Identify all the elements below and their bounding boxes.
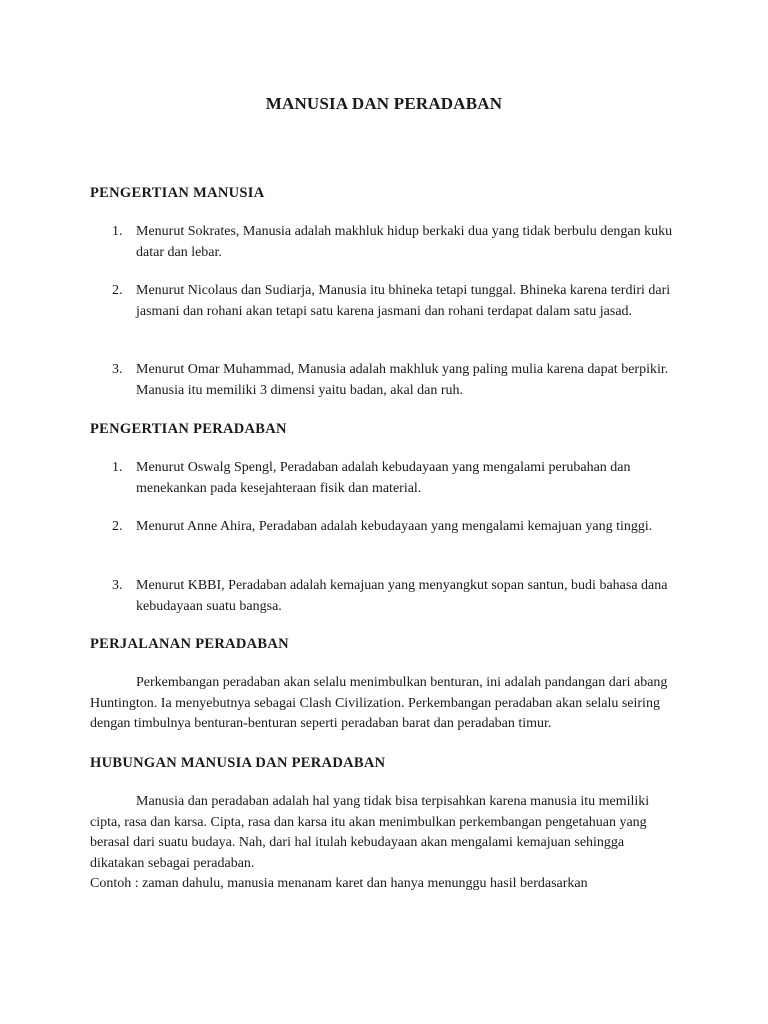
section-heading-hubungan-manusia-dan-peradaban: HUBUNGAN MANUSIA DAN PERADABAN <box>90 755 386 771</box>
list-number: 1. <box>112 460 123 475</box>
list-item <box>90 517 690 559</box>
paragraph-perjalanan-peradaban <box>90 673 680 735</box>
list-text: Menurut Omar Muhammad, Manusia adalah makhluk yang paling mulia karena dapat berpikir. Manusia itu memiliki 3 dimensi yaitu badan, akal dan ruh. <box>136 362 669 398</box>
document-title: MANUSIA DAN PERADABAN <box>265 94 503 113</box>
list-text: Menurut Sokrates, Manusia adalah makhluk hidup berkaki dua yang tidak berbulu dengan kuku datar dan lebar. <box>136 224 673 260</box>
list-number: 2. <box>112 519 123 534</box>
paragraph-example-text: Contoh : zaman dahulu, manusia menanam karet dan hanya menunggu hasil berdasarkan <box>90 876 588 891</box>
paragraph-text: Perkembangan peradaban akan selalu menimbulkan benturan, ini adalah pandangan dari abang Huntington. Ia menyebutnya sebagai Clash Civilization. Perkembangan peradaban akan selalu seiring dengan timbulnya benturan-benturan seperti peradaban barat dan peradaban timur. <box>90 675 668 731</box>
list-item <box>90 458 690 500</box>
list-number: 2. <box>112 283 123 298</box>
list-number: 3. <box>112 362 123 377</box>
list-item <box>90 360 690 402</box>
paragraph-hubungan-manusia-dan-peradaban <box>90 792 680 895</box>
section-heading-pengertian-manusia: PENGERTIAN MANUSIA <box>90 185 265 201</box>
list-text: Menurut KBBI, Peradaban adalah kemajuan yang menyangkut sopan santun, budi bahasa dana kebudayaan suatu bangsa. <box>136 578 668 614</box>
list-number: 1. <box>112 224 123 239</box>
section-heading-pengertian-peradaban: PENGERTIAN PERADABAN <box>90 421 287 437</box>
list-text: Menurut Oswalg Spengl, Peradaban adalah kebudayaan yang mengalami perubahan dan menekankan pada kesejahteraan fisik dan material. <box>136 460 631 496</box>
list-text: Menurut Anne Ahira, Peradaban adalah kebudayaan yang mengalami kemajuan yang tinggi. <box>136 519 653 534</box>
list-item <box>90 281 690 343</box>
paragraph-text: Manusia dan peradaban adalah hal yang tidak bisa terpisahkan karena manusia itu memiliki cipta, rasa dan karsa. Cipta, rasa dan karsa itu akan menimbulkan perkembangan pengetahuan yang berasal dari suatu budaya. Nah, dari hal itulah kebudayaan akan mengalami kemajuan sehingga dikatakan sebagai peradaban. <box>90 794 650 871</box>
section-heading-perjalanan-peradaban: PERJALANAN PERADABAN <box>90 636 289 652</box>
list-number: 3. <box>112 578 123 593</box>
list-item <box>90 576 690 618</box>
list-text: Menurut Nicolaus dan Sudiarja, Manusia itu bhineka tetapi tunggal. Bhineka karena terdiri dari jasmani dan rohani akan tetapi satu karena jasmani dan rohani terdapat dalam satu jasad. <box>136 283 671 319</box>
list-item <box>90 222 690 264</box>
